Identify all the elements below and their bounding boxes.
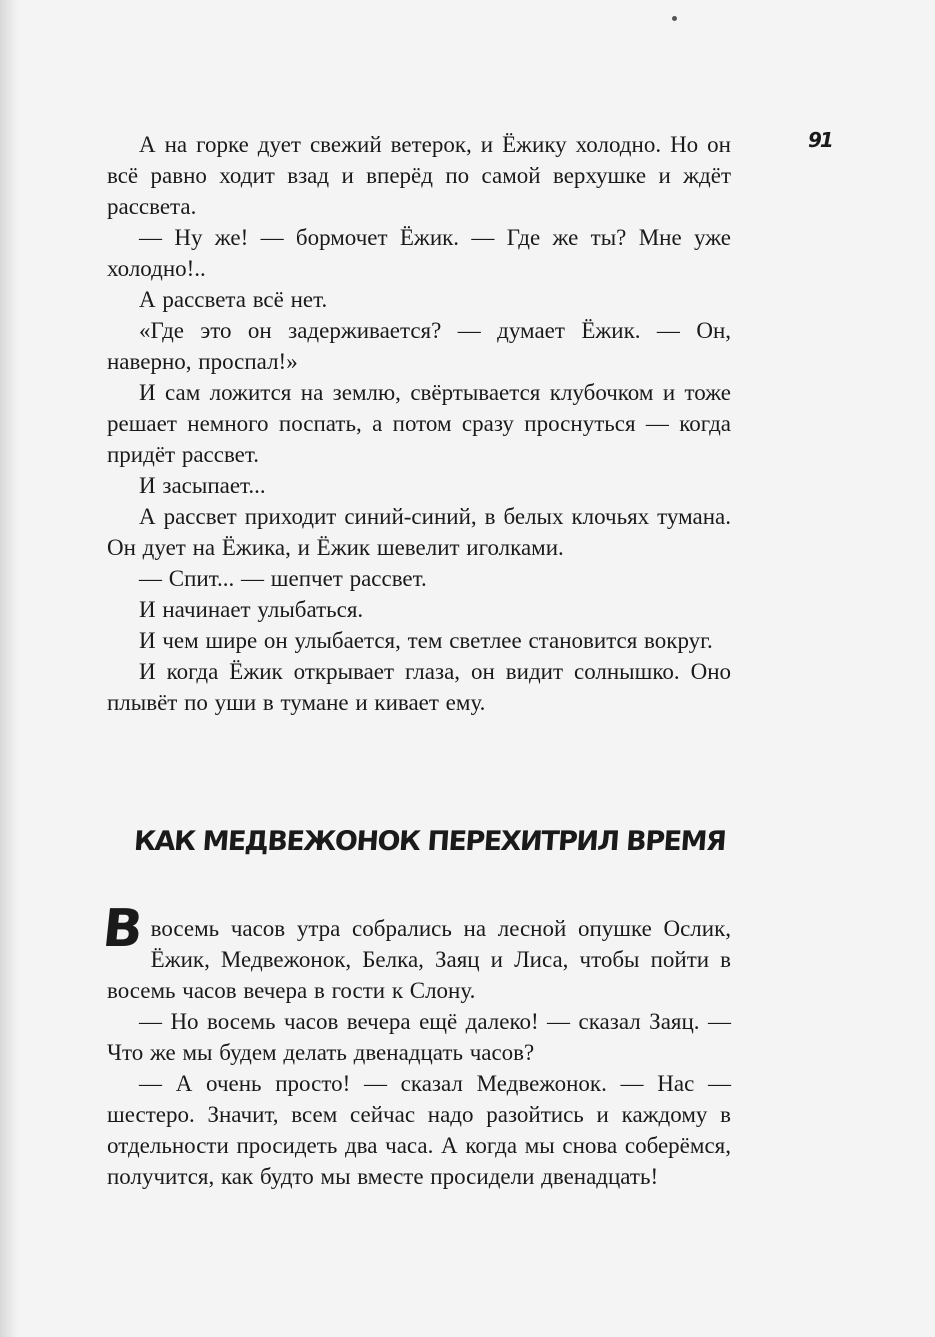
first-paragraph-text: восемь часов утра собрались на лесной опушке Ослик, Ёжик, Медвежонок, Белка, Заяц и Лиса, чтобы пойти в восемь часов вечера в гости к Слону. [107, 916, 731, 1003]
paragraph: «Где это он задерживается? — думает Ёжик. — Он, наверно, проспал!» [107, 318, 731, 374]
paragraph: И сам ложится на землю, свёртывается клубочком и тоже решает немного поспать, а потом сразу проснуться — когда придёт рассвет. [107, 380, 731, 467]
paragraph: — Но восемь часов вечера ещё далеко! — сказал Заяц. — Что же мы будем делать двенадцать часов? [107, 1009, 731, 1065]
paragraph: И засыпает... [139, 473, 266, 498]
paragraph: А рассвет приходит синий-синий, в белых клочьях тумана. Он дует на Ёжика, и Ёжик шевелит иголками. [107, 504, 731, 560]
paragraph: — Спит... — шепчет рассвет. [139, 566, 427, 591]
ink-speck [672, 16, 677, 21]
page-number: 91 [808, 128, 832, 152]
drop-cap: В [99, 899, 146, 959]
paragraph: А на горке дует свежий ветерок, и Ёжику холодно. Но он всё равно ходит взад и вперёд по самой верхушке и ждёт рассвета. [107, 132, 731, 219]
paragraph: — Ну же! — бормочет Ёжик. — Где же ты? Мне уже холодно!.. [107, 225, 731, 281]
chapter-first-paragraph [99, 899, 731, 1006]
paragraph: И чем шире он улыбается, тем светлее становится вокруг. [139, 628, 713, 653]
chapter-text [99, 899, 731, 1192]
paragraph: И когда Ёжик открывает глаза, он видит солнышко. Оно плывёт по уши в тумане и кивает ему. [107, 659, 731, 715]
chapter-title: КАК МЕДВЕЖОНОК ПЕРЕХИТРИЛ ВРЕМЯ [132, 826, 727, 857]
page-edge-shadow [0, 0, 18, 1337]
story-ending-text [107, 129, 731, 718]
paragraph: — А очень просто! — сказал Медвежонок. — Нас — шестеро. Значит, всем сейчас надо разойтись и каждому в отдельности просидеть два часа. А когда мы снова соберёмся, получится, как будто мы вместе просидели двенадцать! [107, 1071, 731, 1189]
paragraph: А рассвета всё нет. [139, 287, 328, 312]
paragraph: И начинает улыбаться. [139, 597, 364, 622]
